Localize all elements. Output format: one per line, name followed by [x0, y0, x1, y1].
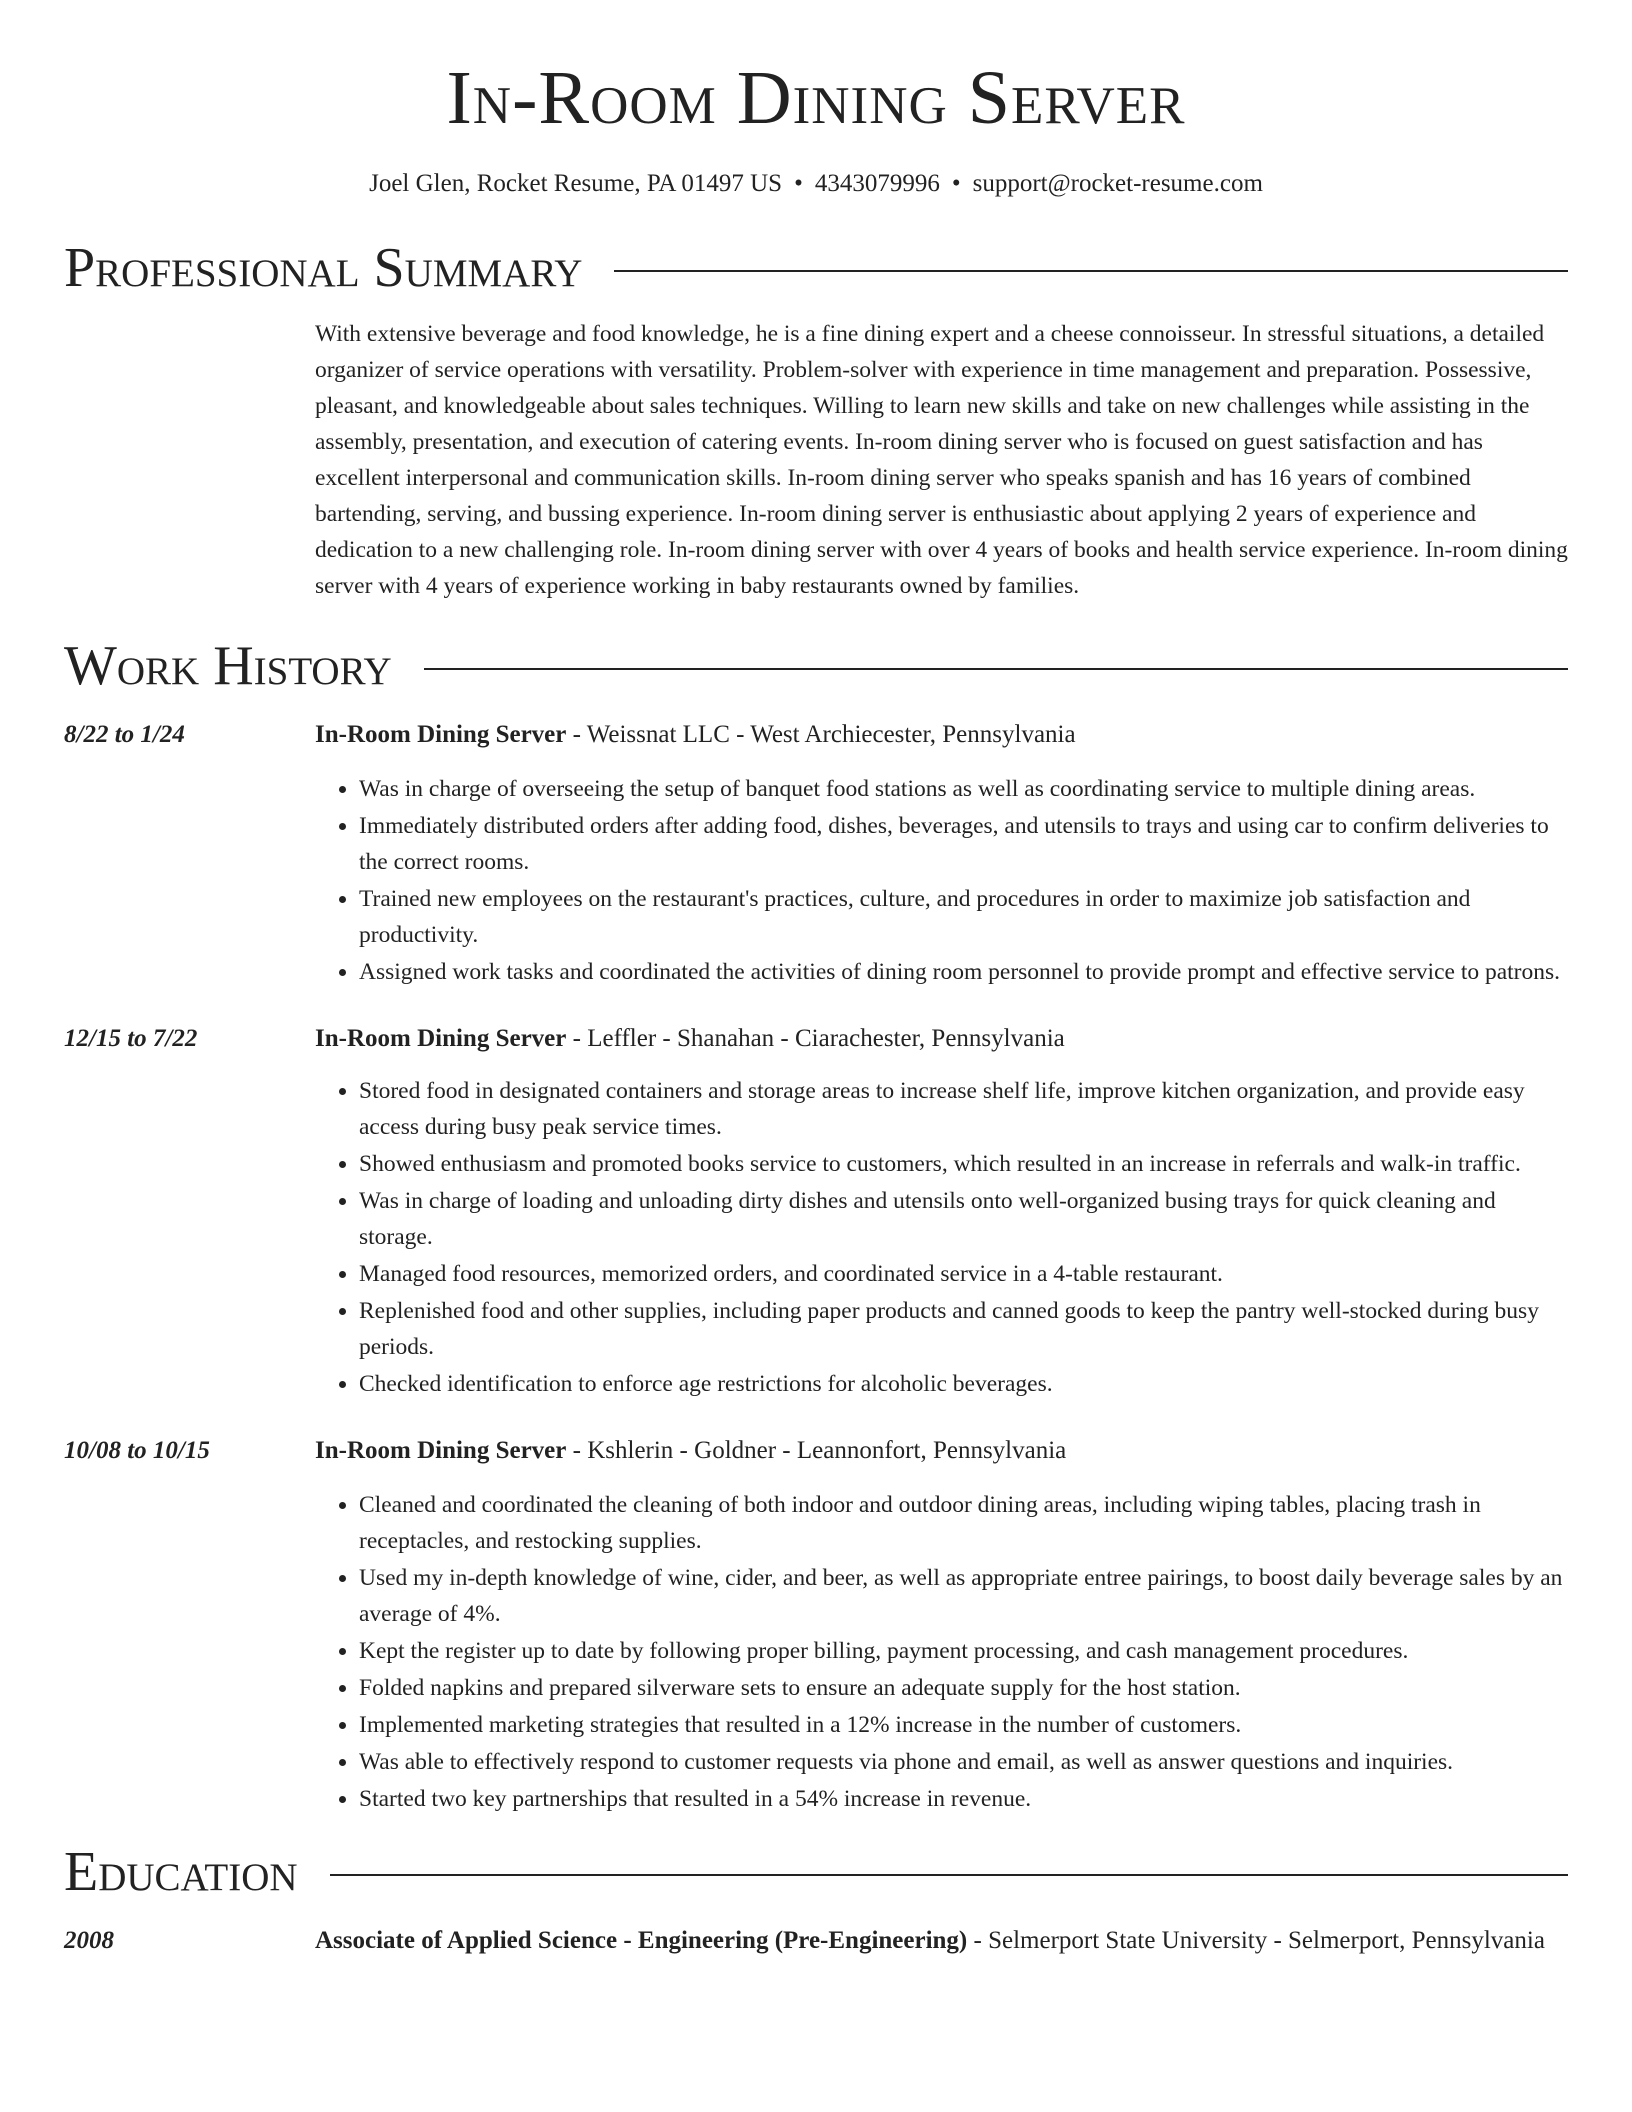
education-date: 2008: [64, 1927, 114, 1954]
contact-address: Joel Glen, Rocket Resume, PA 01497 US: [369, 170, 783, 197]
job-content: [315, 717, 1568, 991]
education-header: [315, 1923, 1568, 1959]
job-bullet: • Stored food in designated containers and storage areas to increase shelf life, improve kitchen organization, and provide easy access during busy peak service times.: [359, 1073, 1568, 1145]
education-entry: [64, 1923, 1568, 1959]
education-heading: [64, 1841, 1568, 1903]
job-bullet: • Implemented marketing strategies that resulted in a 12% increase in the number of customers.: [359, 1707, 1568, 1743]
resume-page: [64, 0, 1568, 1959]
job-entry: [64, 717, 1568, 991]
contact-separator: •: [951, 170, 961, 197]
education-section: [64, 1841, 1568, 1959]
section-divider: [330, 1874, 1568, 1876]
job-header: [315, 1433, 1568, 1469]
summary-section: [64, 237, 1568, 604]
section-divider: [614, 270, 1568, 272]
job-date: 12/15 to 7/22: [64, 1025, 198, 1052]
job-employer: - Kshlerin - Goldner - Leannonfort, Pennsylvania: [566, 1437, 1067, 1464]
job-entry: [64, 1433, 1568, 1818]
job-bullet: • Managed food resources, memorized orders, and coordinated service in a 4-table restaurant.: [359, 1256, 1568, 1292]
work-section: [64, 635, 1568, 1818]
job-bullet: • Was in charge of loading and unloading dirty dishes and utensils onto well-organized busing trays for quick cleaning and storage.: [359, 1183, 1568, 1255]
job-employer: - Weissnat LLC - West Archiecester, Pennsylvania: [566, 721, 1076, 748]
job-bullet: • Immediately distributed orders after adding food, dishes, beverages, and utensils to trays and using car to confirm deliveries to the correct rooms.: [359, 808, 1568, 880]
job-bullets: [315, 771, 1568, 990]
job-date: 10/08 to 10/15: [64, 1437, 210, 1464]
education-school: - Selmerport State University - Selmerport, Pennsylvania: [967, 1927, 1545, 1954]
job-bullet: • Showed enthusiasm and promoted books service to customers, which resulted in an increase in referrals and walk-in traffic.: [359, 1146, 1568, 1182]
job-bullet: • Folded napkins and prepared silverware sets to ensure an adequate supply for the host station.: [359, 1670, 1568, 1706]
summary-text: With extensive beverage and food knowledge, he is a fine dining expert and a cheese connoisseur. In stressful situations, a detailed organizer of service operations with versatility. Problem-solver with experience in time management and preparation. Possessive, pleasant, and knowledgeable about sales techniques. Willing to learn new skills and take on new challenges while assisting in the assembly, presentation, and execution of catering events. In-room dining server who is focused on guest satisfaction and has excellent interpersonal and communication skills. In-room dining server who speaks spanish and has 16 years of combined bartending, serving, and bussing experience. In-room dining server is enthusiastic about applying 2 years of experience and dedication to a new challenging role. In-room dining server with over 4 years of books and health service experience. In-room dining server with 4 years of experience working in baby restaurants owned by families.: [315, 321, 1568, 599]
job-bullet: • Cleaned and coordinated the cleaning of both indoor and outdoor dining areas, including wiping tables, placing trash in receptacles, and restocking supplies.: [359, 1487, 1568, 1559]
job-bullet: • Trained new employees on the restaurant's practices, culture, and procedures in order to maximize job satisfaction and productivity.: [359, 881, 1568, 953]
contact-phone: 4343079996: [814, 170, 940, 197]
job-bullets: [315, 1073, 1568, 1402]
job-bullet: • Was in charge of overseeing the setup of banquet food stations as well as coordinating service to multiple dining areas.: [359, 771, 1568, 807]
job-header: [315, 1021, 1568, 1057]
job-bullets: [315, 1487, 1568, 1817]
job-content: [315, 1433, 1568, 1818]
job-bullet: • Checked identification to enforce age restrictions for alcoholic beverages.: [359, 1366, 1568, 1402]
job-role: In-Room Dining Server: [315, 1437, 567, 1464]
section-divider: [424, 668, 1568, 670]
resume-title: In-Room Dining Server: [446, 56, 1186, 140]
contact-email: support@rocket-resume.com: [972, 170, 1263, 197]
work-heading: [64, 635, 1568, 697]
contact-separator: •: [794, 170, 803, 197]
job-bullet: • Assigned work tasks and coordinated the activities of dining room personnel to provide prompt and effective service to patrons.: [359, 954, 1568, 990]
job-content: [315, 1021, 1568, 1403]
job-bullet: • Was able to effectively respond to customer requests via phone and email, as well as answer questions and inquiries.: [359, 1744, 1568, 1780]
job-header: [315, 717, 1568, 753]
job-role: In-Room Dining Server: [315, 1025, 567, 1052]
job-entry: [64, 1021, 1568, 1403]
contact-line: [64, 170, 1568, 198]
job-role: In-Room Dining Server: [315, 721, 567, 748]
education-degree: Associate of Applied Science - Engineering (Pre-Engineering): [315, 1927, 968, 1954]
job-employer: - Leffler - Shanahan - Ciarachester, Pennsylvania: [566, 1025, 1065, 1052]
work-heading-label: Work History: [64, 635, 392, 697]
job-bullet: • Kept the register up to date by following proper billing, payment processing, and cash management procedures.: [359, 1633, 1568, 1669]
job-bullet: • Started two key partnerships that resulted in a 54% increase in revenue.: [359, 1781, 1568, 1817]
education-heading-label: Education: [64, 1841, 298, 1903]
job-bullet: • Replenished food and other supplies, including paper products and canned goods to keep the pantry well-stocked during busy periods.: [359, 1293, 1568, 1365]
job-bullet: • Used my in-depth knowledge of wine, cider, and beer, as well as appropriate entree pairings, to boost daily beverage sales by an average of 4%.: [359, 1560, 1568, 1632]
summary-heading: [64, 237, 1568, 299]
summary-heading-label: Professional Summary: [64, 237, 583, 299]
education-content: [315, 1923, 1568, 1959]
job-date: 8/22 to 1/24: [64, 721, 185, 748]
